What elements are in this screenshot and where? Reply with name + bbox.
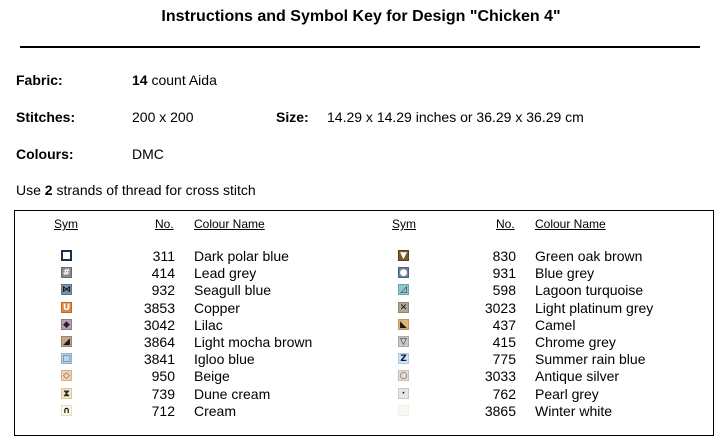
dmc-number: 3864 [143,334,175,350]
colour-name: Winter white [535,402,613,419]
colour-name: Lagoon turquoise [535,282,644,299]
dmc-number: 3033 [484,368,516,385]
header-sym-right: Sym [392,217,416,231]
header-sym-left: Sym [54,217,78,231]
colour-name: Cream [194,402,237,419]
colour-name: Seagull blue [194,282,272,299]
dmc-number: 3865 [484,402,516,419]
colour-name: Pearl grey [535,385,599,402]
colour-name: Dune cream [194,385,271,402]
colour-name: Camel [535,316,576,333]
colour-name: Green oak brown [535,248,643,264]
dot-icon: · [398,388,409,399]
diamond-icon: ◆ [61,319,72,330]
dmc-number: 437 [492,316,516,333]
colour-name: Lead grey [194,265,257,282]
colour-name: Lilac [194,316,223,333]
stitches-label: Stitches: [16,109,76,125]
dmc-number: 932 [151,282,175,299]
title-underline [20,46,700,48]
dmc-number: 762 [492,385,516,402]
arch-icon: ∩ [62,405,71,416]
colour-name: Light platinum grey [535,299,654,316]
header-name-left: Colour Name [194,217,265,231]
colour-name: Summer rain blue [535,351,646,368]
dmc-number: 950 [151,368,175,385]
fabric-value [132,72,217,88]
hourglass-icon: ⧗ [61,388,72,399]
dmc-number: 598 [492,282,516,299]
colours-value: DMC [132,146,164,162]
triangle-icon: ◢ [61,336,72,347]
dmc-number: 3042 [143,316,175,333]
colour-name: Igloo blue [194,351,255,368]
stitches-value: 200 x 200 [132,109,194,125]
dmc-number: 414 [151,265,175,282]
strand-count: 2 [44,182,53,198]
fabric-count: 14 [132,72,148,88]
colours-label: Colours: [16,146,74,162]
u-shape-icon: U [62,302,71,313]
blank-square-icon [398,405,409,416]
dmc-number: 311 [152,248,175,264]
dmc-number: 3853 [143,299,175,316]
dmc-number: 415 [492,334,516,350]
down-triangle-outline-icon: ▽ [398,336,409,347]
fabric-type: count Aida [147,72,217,88]
dmc-number: 3023 [484,299,516,316]
dmc-number: 931 [492,265,516,282]
down-triangle-icon: ▼ [398,250,409,261]
z-icon: Z [398,353,409,364]
open-square-icon [61,250,72,261]
circle-icon: ● [399,268,408,279]
dmc-number: 3841 [143,351,175,368]
header-name-right: Colour Name [535,217,606,231]
instruction-suffix: strands of thread for cross stitch [52,182,256,198]
symbol-key-table [14,210,714,436]
ring-icon: ○ [399,371,408,382]
instruction-prefix: Use [16,182,45,198]
size-label: Size: [276,109,309,125]
slash-triangle-icon: ◿ [398,284,409,295]
colour-name: Blue grey [535,265,595,282]
diamond-outline-icon: ◇ [61,370,72,381]
dmc-number: 739 [151,385,175,402]
page-title: Instructions and Symbol Key for Design "Chicken 4" [161,8,561,25]
dmc-number: 712 [151,402,175,419]
colour-name: Antique silver [535,368,620,385]
header-no-left: No. [155,217,174,231]
thread-instruction [16,182,256,198]
bowtie-icon: ⋈ [62,285,71,296]
colour-name: Light mocha brown [194,334,313,350]
size-value: 14.29 x 14.29 inches or 36.29 x 36.29 cm [327,109,584,125]
colour-name: Chrome grey [535,334,616,350]
x-icon: ✕ [399,302,408,313]
hash-icon: # [62,268,71,279]
dmc-number: 830 [492,248,516,264]
header-no-right: No. [496,217,515,231]
colour-name: Beige [194,368,230,385]
filled-square-icon: □ [62,354,71,365]
fabric-label: Fabric: [16,72,63,88]
colour-name: Dark polar blue [194,248,289,264]
colour-name: Copper [194,299,240,316]
dmc-number: 775 [492,351,516,368]
corner-triangle-icon: ◣ [398,319,409,330]
